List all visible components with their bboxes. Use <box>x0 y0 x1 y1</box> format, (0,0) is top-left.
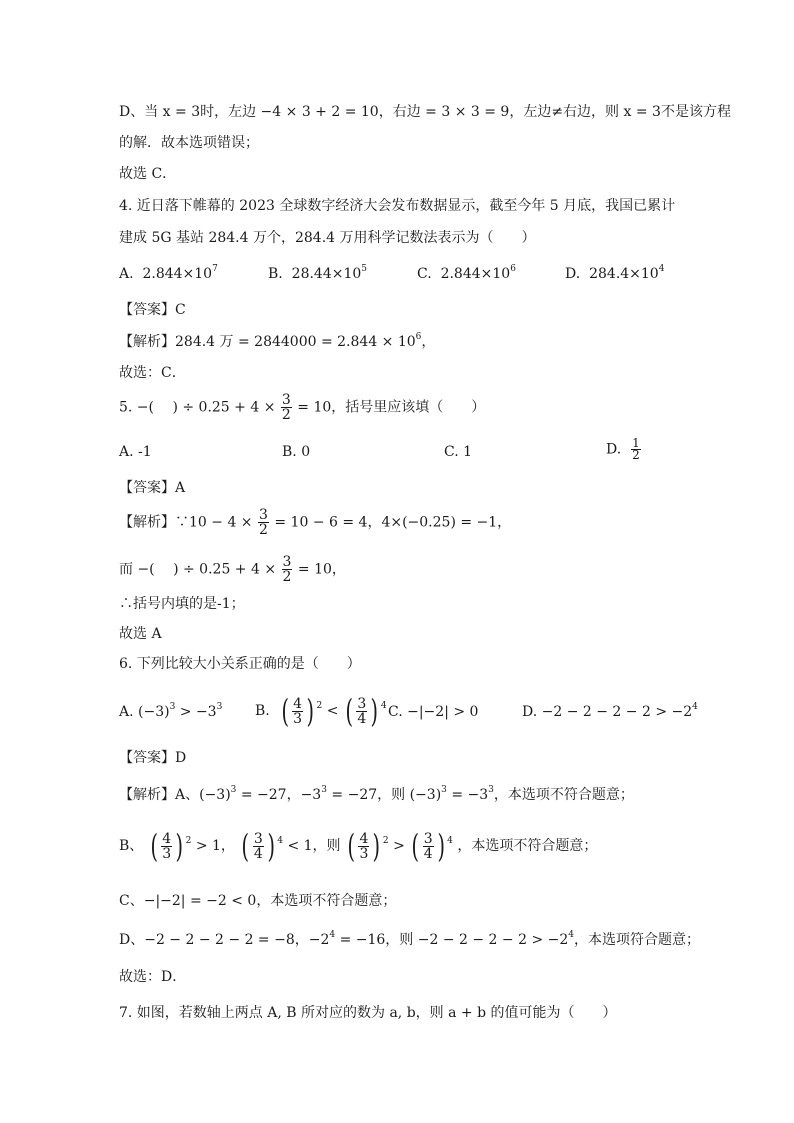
q6-analysis-d: D、−2 − 2 − 2 − 2 = −8，$-2^4 = -16$，则 $-2 - 2 - 2 - 2 > -2^4$，本选项符合题意； <box>119 930 701 948</box>
q4-stem-line1: 4. 近日落下帷幕的 2023 全球数字经济大会发布数据显示，截至今年 5 月底，我国已累计 <box>119 198 676 214</box>
q5-analysis-line2: 而 −( ) ÷ 0.25 + 4 × $\frac{3}{2}$ = 10， <box>119 554 346 585</box>
q5-analysis-line1: 【解析】∵10 − 4 × $\frac{3}{2}$ = 10 − 6 = 4，4×(−0.25) = −1， <box>119 507 512 538</box>
q4-analysis: 【解析】284.4 万 = $2844000 = 2.844 \times 10^6$， <box>119 332 436 350</box>
q4-stem-line2: 建成 5G 基站 284.4 万个，284.4 万用科学记数法表示为（ ） <box>119 230 536 246</box>
q4-option-a: A. $2.844\times 10^7$ <box>119 264 218 282</box>
q5-choose: 故选 A <box>119 626 162 642</box>
q4-option-c: C. $2.844\times 10^6$ <box>417 264 516 282</box>
q3-choose: 故选 C． <box>119 166 177 182</box>
q5-option-d: D. $\frac{1}{2}$ <box>606 436 640 462</box>
q6-analysis-a: 【解析】A、$(-3)^3 = -27$，$-3^3 = -27$，则 $(-3)^3 = -3^3$，本选项不符合题意； <box>119 785 634 803</box>
q6-stem: 6. 下列比较大小关系正确的是（ ） <box>119 656 361 672</box>
q5-option-b: B. 0 <box>282 444 311 460</box>
q4-option-d: D. $284.4\times 10^4$ <box>565 264 665 282</box>
q6-option-c: C. −|−2| > 0 <box>388 704 479 720</box>
q6-option-b: B. ( $\frac{4}{3}$ ) $^2$ < ( $\frac{3}{4}$ ) $^4$ <box>255 692 387 730</box>
q6-answer: 【答案】D <box>119 750 187 766</box>
q4-option-b: B. $28.44\times 10^5$ <box>268 264 368 282</box>
q6-analysis-c: C、−|−2| = −2 < 0，本选项不符合题意； <box>119 893 397 909</box>
q6-analysis-b: B、 ( $\frac{4}{3}$ ) $^2$ > 1， ( $\frac{3}{4}$ ) $^4$ < 1，则 ( $\frac{4}{3}$ ) $^2$ > ( $\frac{3}{4}$ ) $^4$ ，本选项不符合题意； <box>119 827 598 865</box>
q5-answer: 【答案】A <box>119 480 186 496</box>
q3-option-d-line1: D、当 x = 3时，左边 −4 × 3 + 2 = 10，右边 = 3 × 3 = 9，左边≠右边，则 x = 3不是该方程 <box>119 104 731 120</box>
q6-option-d: D. $-2 - 2 - 2 - 2 > -2^4$ <box>522 702 698 720</box>
q7-stem: 7. 如图，若数轴上两点 A, B 所对应的数为 a, b，则 a + b 的值可能为（ ） <box>119 1005 617 1021</box>
q3-option-d-line2: 的解．故本选项错误； <box>119 135 259 151</box>
q6-choose: 故选：D． <box>119 969 187 985</box>
q4-answer: 【答案】C <box>119 302 186 318</box>
q5-option-a: A. -1 <box>119 444 152 460</box>
q5-stem: 5. −( ) ÷ 0.25 + 4 × $\frac{3}{2}$ = 10，括号里应该填（ ） <box>119 392 486 423</box>
q5-option-c: C. 1 <box>444 444 473 460</box>
q5-fraction: $\frac{3}{2}$ <box>281 392 291 423</box>
q4-choose: 故选：C． <box>119 365 186 381</box>
q6-option-a: A. $(-3)^3 > -3^3$ <box>119 702 223 720</box>
q5-analysis-line3: ∴括号内填的是-1； <box>119 596 245 612</box>
